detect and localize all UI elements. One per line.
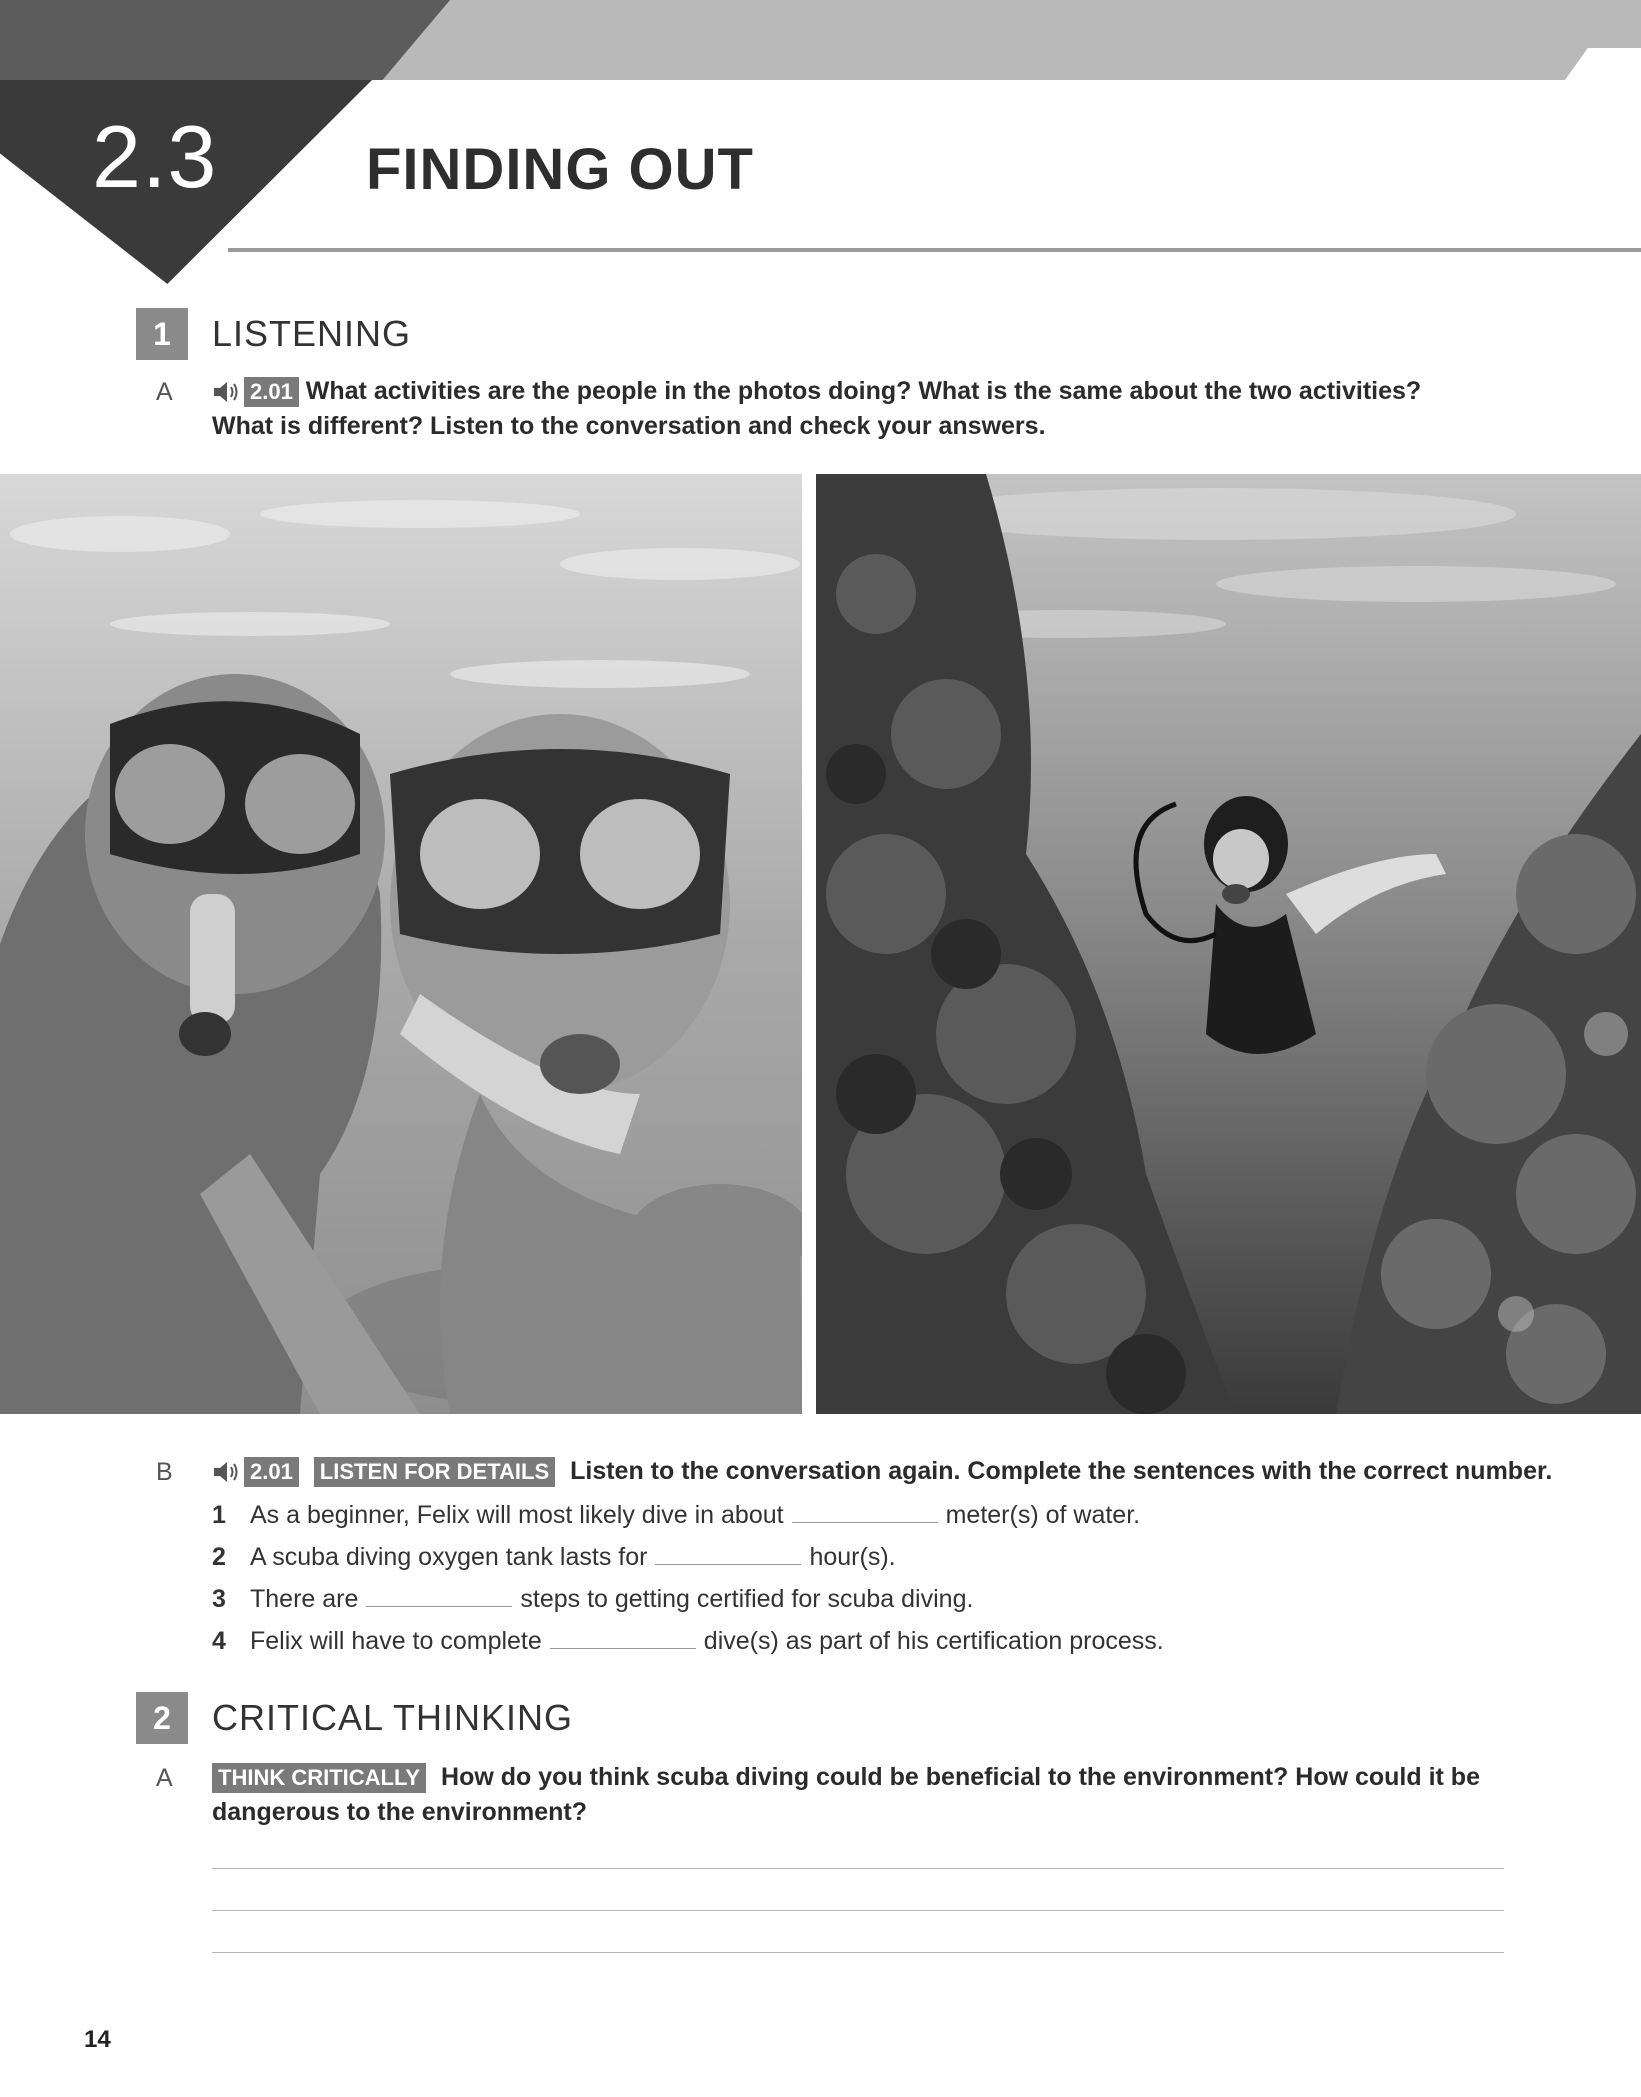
speaker-icon [212, 1460, 240, 1484]
speaker-icon [212, 380, 240, 404]
answer-blank[interactable] [655, 1540, 801, 1565]
list-item [212, 1624, 1164, 1656]
item-text-after: hour(s). [809, 1543, 896, 1571]
answer-line[interactable] [212, 1952, 1504, 1953]
item-number: 2 [212, 1543, 226, 1571]
list-item [212, 1498, 1140, 1530]
answer-blank[interactable] [366, 1582, 512, 1607]
title-rule [228, 248, 1641, 252]
instruction-line-1: How do you think scuba diving could be beneficial to the environment? How could it be [441, 1763, 1480, 1791]
item-text-after: steps to getting certified for scuba diving. [520, 1585, 974, 1613]
item-text-before: As a beginner, Felix will most likely dive in about [250, 1501, 784, 1529]
instruction-line-2: dangerous to the environment? [212, 1798, 588, 1826]
item-text-before: A scuba diving oxygen tank lasts for [250, 1543, 648, 1571]
snorkeling-photo [0, 474, 802, 1414]
item-text-before: There are [250, 1585, 359, 1613]
page-title: FINDING OUT [366, 137, 754, 202]
page-number: 14 [84, 2026, 111, 2053]
answer-blank[interactable] [550, 1624, 696, 1649]
item-number: 1 [212, 1501, 226, 1529]
instruction-line-2: What is different? Listen to the conversation and check your answers. [212, 412, 1046, 440]
instruction-text: Listen to the conversation again. Complete the sentences with the correct number. [570, 1457, 1553, 1485]
track-number: 2.01 [244, 1457, 299, 1487]
scuba-photo [816, 474, 1641, 1414]
part-1b-instruction [212, 1454, 1632, 1489]
answer-line[interactable] [212, 1868, 1504, 1869]
instruction-line-1: What activities are the people in the photos doing? What is the same about the two activities? [305, 377, 1422, 405]
item-number: 4 [212, 1627, 226, 1655]
item-text-before: Felix will have to complete [250, 1627, 542, 1655]
section-1-title: LISTENING [212, 313, 412, 354]
audio-track-1a[interactable] [212, 377, 299, 407]
list-item [212, 1582, 973, 1614]
answer-line[interactable] [212, 1910, 1504, 1911]
section-1-number: 1 [136, 308, 188, 360]
list-item [212, 1540, 896, 1572]
header-band-dark [0, 0, 450, 80]
unit-number: 2.3 [92, 107, 218, 206]
part-1b-letter: B [156, 1458, 173, 1486]
section-2-title: CRITICAL THINKING [212, 1697, 574, 1738]
item-number: 3 [212, 1585, 226, 1613]
part-1a-instruction [212, 374, 1512, 444]
sentence-list [212, 1498, 1512, 1678]
part-1a-letter: A [156, 378, 173, 406]
answer-blank[interactable] [792, 1498, 938, 1523]
section-2-number: 2 [136, 1692, 188, 1744]
skill-tag: THINK CRITICALLY [212, 1763, 426, 1793]
part-2a-letter: A [156, 1764, 173, 1792]
skill-tag: LISTEN FOR DETAILS [314, 1457, 555, 1487]
item-text-after: dive(s) as part of his certification process. [703, 1627, 1164, 1655]
part-2a-instruction [212, 1760, 1532, 1830]
item-text-after: meter(s) of water. [945, 1501, 1141, 1529]
audio-track-1b[interactable] [212, 1457, 299, 1487]
track-number: 2.01 [244, 377, 299, 407]
